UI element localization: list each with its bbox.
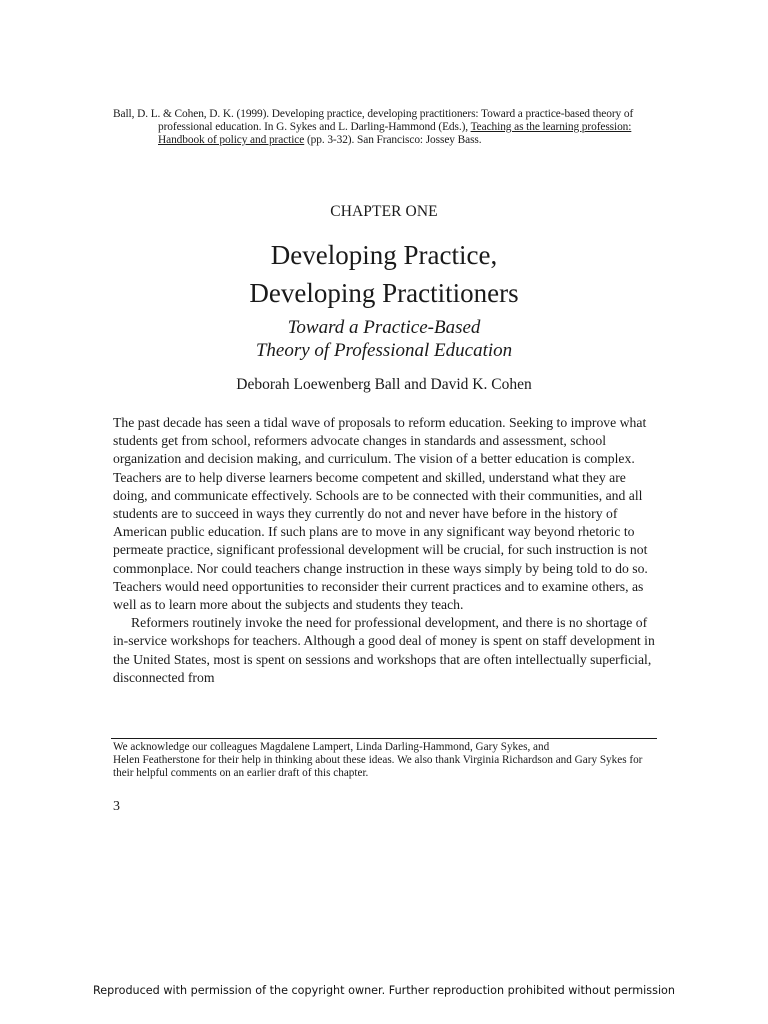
- book-title-link: Handbook of policy and practice: [158, 134, 305, 146]
- permission-notice: Reproduced with permission of the copyright owner. Further reproduction prohibited without permission: [93, 984, 675, 997]
- citation-text: professional education. In G. Sykes and L. Darling-Hammond (Eds.),: [158, 121, 471, 133]
- body-line: Reformers routinely invoke the need for professional development, and there is no shortage of: [131, 615, 648, 631]
- chapter-title: [0, 236, 768, 312]
- citation: [113, 108, 633, 147]
- body-text: [113, 414, 655, 687]
- body-line: Teachers are to help diverse learners become competent and skilled, understand what they are: [113, 469, 626, 485]
- body-line: permeate practice, significant professional development will be crucial, for such instruction is not: [113, 542, 648, 558]
- body-line: students are to succeed in ways they currently do not and never have before in the history of: [113, 506, 618, 522]
- chapter-subtitle-line: Theory of Professional Education: [255, 340, 513, 361]
- body-line: disconnected from: [113, 669, 215, 685]
- chapter-label: CHAPTER ONE: [330, 203, 438, 220]
- body-line: well as to learn more about the subjects and students they teach.: [113, 597, 464, 613]
- body-line: doing, and communicate effectively. Schools are to be connected with their communities, and all: [113, 487, 643, 503]
- body-line: The past decade has seen a tidal wave of proposals to reform education. Seeking to improve what: [113, 415, 647, 430]
- body-line: Teachers would need opportunities to reconsider their current practices and to examine others, as: [113, 578, 644, 594]
- footnote-divider: [111, 738, 657, 739]
- citation-text: (pp. 3-32). San Francisco: Jossey Bass.: [304, 134, 482, 146]
- citation-line: [113, 121, 633, 134]
- footnote-line: their helpful comments on an earlier draft of this chapter.: [113, 767, 369, 779]
- footnote-line: Helen Featherstone for their help in thinking about these ideas. We also thank Virginia Richardson and Gary Sykes for: [113, 754, 643, 766]
- book-title-link: Teaching as the learning profession:: [470, 121, 632, 133]
- body-line: American public education. If such plans are to move in any significant way beyond rhetoric to: [113, 524, 635, 540]
- body-line: students get from school, reformers advocate changes in standards and assessment, school: [113, 433, 606, 449]
- body-line: the United States, most is spent on sessions and workshops that are often intellectually superficial,: [113, 651, 652, 667]
- authors: Deborah Loewenberg Ball and David K. Cohen: [236, 376, 532, 393]
- footnote-line: We acknowledge our colleagues Magdalene Lampert, Linda Darling-Hammond, Gary Sykes, and: [113, 741, 550, 753]
- chapter-subtitle: [0, 316, 768, 362]
- chapter-subtitle-line: Toward a Practice-Based: [287, 317, 481, 338]
- footnote: [113, 741, 653, 780]
- chapter-title-line: Developing Practice,: [270, 240, 498, 270]
- page-number: 3: [113, 799, 120, 814]
- citation-line: Ball, D. L. & Cohen, D. K. (1999). Developing practice, developing practitioners: Toward a practice-based theory of: [113, 108, 634, 120]
- body-line: organization and decision making, and curriculum. The vision of a better education is complex.: [113, 451, 635, 467]
- chapter-title-line: Developing Practitioners: [249, 278, 519, 308]
- body-line: in-service workshops for teachers. Although a good deal of money is spent on staff development in: [113, 633, 655, 649]
- body-line: commonplace. Nor could teachers change instruction in these ways simply by being told to do so.: [113, 560, 648, 576]
- citation-line: [113, 134, 633, 147]
